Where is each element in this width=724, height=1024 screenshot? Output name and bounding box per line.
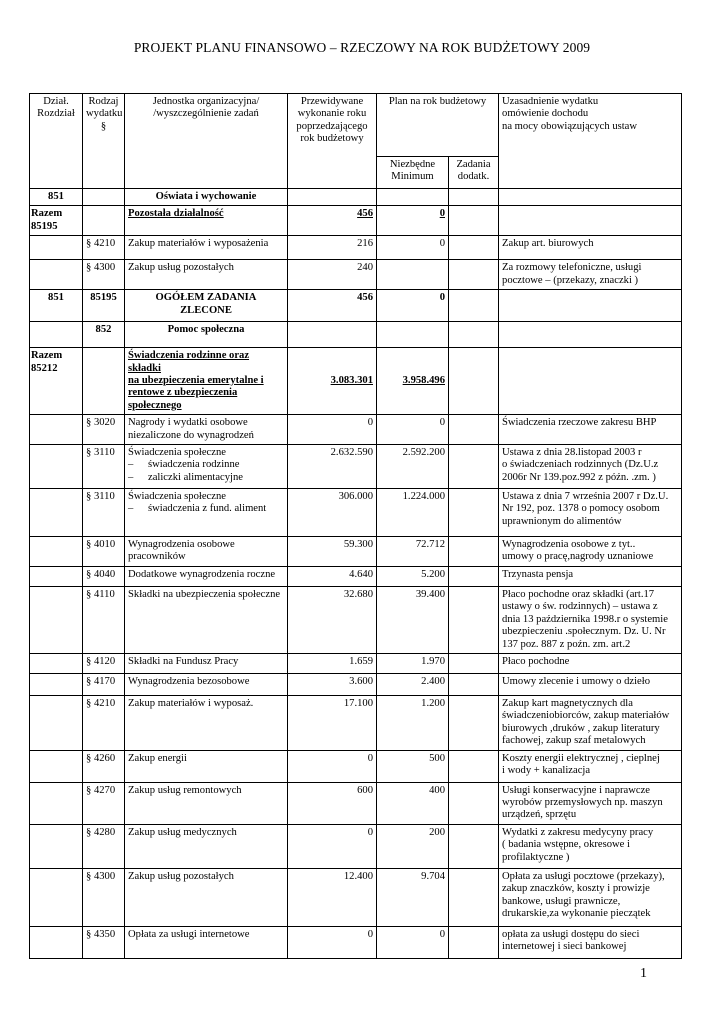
- item-note: Płaco pochodne oraz składki (art.17 ustawy o św. rodzinnych) – ustawa z dnia 13 października 1998.r o systemie ubezpieczeniu .społecznym. Dz. U. Nr 137 poz. 887 z poźn. zm. art.2: [499, 586, 682, 653]
- paragraph-code: § 4280: [83, 824, 125, 868]
- item-name: Świadczenia społeczne – świadczenia rodzinne – zaliczki alimentacyjne: [125, 445, 288, 489]
- empty-cell: [377, 189, 449, 206]
- table-row: [30, 415, 682, 445]
- empty-cell: [83, 348, 125, 415]
- empty-cell: [30, 824, 83, 868]
- empty-cell: [449, 236, 499, 260]
- item-note: Usługi konserwacyjne i naprawcze wyrobów przemysłowych np. maszyn urządzeń, sprzętu: [499, 782, 682, 824]
- header-uzasadnienie: Uzasadnienie wydatku omówienie dochodu na mocy obowiązujących ustaw: [499, 94, 682, 189]
- header-jednostka: Jednostka organizacyjna/ /wyszczególnienie zadań: [125, 94, 288, 189]
- table-row: [30, 566, 682, 586]
- empty-cell: [30, 653, 83, 673]
- item-plan: 2.592.200: [377, 445, 449, 489]
- item-name: Wynagrodzenia osobowe pracowników: [125, 537, 288, 567]
- item-prev: 306.000: [288, 489, 377, 537]
- empty-cell: [30, 322, 83, 348]
- item-name: Zakup materiałów i wyposaż.: [125, 695, 288, 750]
- section-851-name: Oświata i wychowanie: [125, 189, 288, 206]
- empty-cell: [377, 322, 449, 348]
- paragraph-code: § 4170: [83, 673, 125, 695]
- empty-cell: [449, 653, 499, 673]
- header-rodzaj: Rodzaj wydatku §: [83, 94, 125, 189]
- header-niezbedne: Niezbędne Minimum: [377, 157, 449, 189]
- empty-cell: [30, 782, 83, 824]
- empty-cell: [449, 566, 499, 586]
- table-row: [30, 824, 682, 868]
- empty-cell: [30, 566, 83, 586]
- empty-cell: [30, 695, 83, 750]
- empty-cell: [499, 322, 682, 348]
- item-plan: 500: [377, 750, 449, 782]
- header-przewidywane: Przewidywane wykonanie roku poprzedzającego rok budżetowy: [288, 94, 377, 189]
- total-prev: 456: [288, 290, 377, 322]
- item-prev: 216: [288, 236, 377, 260]
- empty-cell: [449, 695, 499, 750]
- empty-cell: [449, 415, 499, 445]
- empty-cell: [288, 189, 377, 206]
- item-prev: 4.640: [288, 566, 377, 586]
- empty-cell: [30, 868, 83, 926]
- item-subitem: – świadczenia z fund. aliment: [128, 503, 284, 515]
- empty-cell: [449, 322, 499, 348]
- empty-cell: [83, 189, 125, 206]
- paragraph-code: § 4350: [83, 926, 125, 958]
- item-note: Zakup kart magnetycznych dla świadczeniobiorców, zakup materiałów biurowych ,druków , zakup literatury fachowej, zakup szaf metalowych: [499, 695, 682, 750]
- item-prev: 59.300: [288, 537, 377, 567]
- empty-cell: [449, 750, 499, 782]
- empty-cell: [449, 206, 499, 236]
- item-note: Ustawa z dnia 28.listopad 2003 r o świadczeniach rodzinnych (Dz.U.z 2006r Nr 139.poz.992 z późn. .zm. ): [499, 445, 682, 489]
- table-row: [30, 537, 682, 567]
- section-852-sub-plan: 3.958.496: [377, 348, 449, 415]
- item-prev: 0: [288, 750, 377, 782]
- empty-cell: [30, 415, 83, 445]
- empty-cell: [449, 260, 499, 290]
- item-plan: 2.400: [377, 673, 449, 695]
- item-prev: 0: [288, 824, 377, 868]
- item-name: Świadczenia społeczne – świadczenia z fund. aliment: [125, 489, 288, 537]
- section-852-sub-name: Świadczenia rodzinne oraz składki na ubezpieczenia emerytalne i rentowe z ubezpieczenia społecznego: [125, 348, 288, 415]
- section-851-sub-plan: 0: [377, 206, 449, 236]
- item-name: Składki na ubezpieczenia społeczne: [125, 586, 288, 653]
- item-note: Wydatki z zakresu medycyny pracy ( badania wstępne, okresowe i profilaktyczne ): [499, 824, 682, 868]
- header-plan: Plan na rok budżetowy: [377, 94, 499, 157]
- empty-cell: [83, 206, 125, 236]
- item-note: opłata za usługi dostępu do sieci internetowej i sieci bankowej: [499, 926, 682, 958]
- empty-cell: [30, 489, 83, 537]
- table-row: [30, 868, 682, 926]
- item-plan: 39.400: [377, 586, 449, 653]
- paragraph-code: § 4010: [83, 537, 125, 567]
- section-851-dzial: 851: [30, 189, 83, 206]
- item-name: Wynagrodzenia bezosobowe: [125, 673, 288, 695]
- item-prev: 32.680: [288, 586, 377, 653]
- empty-cell: [449, 348, 499, 415]
- empty-cell: [499, 206, 682, 236]
- item-prev: 240: [288, 260, 377, 290]
- item-prev: 0: [288, 926, 377, 958]
- empty-cell: [288, 322, 377, 348]
- item-plan: 5.200: [377, 566, 449, 586]
- empty-cell: [449, 445, 499, 489]
- item-name: Opłata za usługi internetowe: [125, 926, 288, 958]
- empty-cell: [449, 537, 499, 567]
- item-note: Płaco pochodne: [499, 653, 682, 673]
- paragraph-code: § 4040: [83, 566, 125, 586]
- empty-cell: [30, 236, 83, 260]
- item-note: Świadczenia rzeczowe zakresu BHP: [499, 415, 682, 445]
- table-row: [30, 260, 682, 290]
- section-852-subtotal-row: [30, 348, 682, 415]
- item-plan: [377, 260, 449, 290]
- empty-cell: [449, 868, 499, 926]
- item-plan: 1.970: [377, 653, 449, 673]
- section-852-sub-prev: 3.083.301: [288, 348, 377, 415]
- item-name: Nagrody i wydatki osobowe niezaliczone do wynagrodzeń: [125, 415, 288, 445]
- item-note: Trzynasta pensja: [499, 566, 682, 586]
- item-plan: 0: [377, 415, 449, 445]
- empty-cell: [449, 673, 499, 695]
- item-plan: 400: [377, 782, 449, 824]
- total-plan: 0: [377, 290, 449, 322]
- item-note: Opłata za usługi pocztowe (przekazy), zakup znaczków, koszty i prowizje bankowe, usługi prawnicze, drukarskie,za wykonanie pieczątek: [499, 868, 682, 926]
- document-title: PROJEKT PLANU FINANSOWO – RZECZOWY NA ROK BUDŻETOWY 2009: [133, 40, 591, 55]
- page-number: 1: [640, 966, 647, 981]
- item-note: Ustawa z dnia 7 września 2007 r Dz.U. Nr 192, poz. 1378 o pomocy osobom uprawnionym do alimentów: [499, 489, 682, 537]
- total-rozdzial: 85195: [83, 290, 125, 322]
- item-plan: 1.224.000: [377, 489, 449, 537]
- empty-cell: [30, 750, 83, 782]
- empty-cell: [449, 782, 499, 824]
- table-row: [30, 673, 682, 695]
- empty-cell: [449, 926, 499, 958]
- table-row: [30, 695, 682, 750]
- item-subitem: – zaliczki alimentacyjne: [128, 472, 284, 484]
- empty-cell: [499, 189, 682, 206]
- table-row: [30, 653, 682, 673]
- paragraph-code: § 4300: [83, 868, 125, 926]
- section-851-sub-prev: 456: [288, 206, 377, 236]
- item-name: Dodatkowe wynagrodzenia roczne: [125, 566, 288, 586]
- paragraph-code: § 3110: [83, 445, 125, 489]
- section-851-sub-name: Pozostała działalność: [125, 206, 288, 236]
- paragraph-code: § 3020: [83, 415, 125, 445]
- empty-cell: [449, 489, 499, 537]
- paragraph-code: § 4120: [83, 653, 125, 673]
- paragraph-code: § 4210: [83, 695, 125, 750]
- item-name: Zakup usług medycznych: [125, 824, 288, 868]
- paragraph-code: § 4300: [83, 260, 125, 290]
- item-name: Zakup materiałów i wyposażenia: [125, 236, 288, 260]
- total-label: OGÓŁEM ZADANIA ZLECONE: [125, 290, 288, 322]
- empty-cell: [30, 537, 83, 567]
- section-851-total-row: [30, 290, 682, 322]
- table-row: [30, 782, 682, 824]
- item-name: Składki na Fundusz Pracy: [125, 653, 288, 673]
- table-row: [30, 445, 682, 489]
- item-prev: 3.600: [288, 673, 377, 695]
- empty-cell: [499, 290, 682, 322]
- paragraph-code: § 4110: [83, 586, 125, 653]
- section-851-razem: Razem 85195: [30, 206, 83, 236]
- header-row: [30, 94, 682, 157]
- section-851-subtotal-row: [30, 206, 682, 236]
- item-note: Umowy zlecenie i umowy o dzieło: [499, 673, 682, 695]
- paragraph-code: § 3110: [83, 489, 125, 537]
- item-note: Koszty energii elektrycznej , cieplnej i wody + kanalizacja: [499, 750, 682, 782]
- item-prev: 1.659: [288, 653, 377, 673]
- item-plan: 200: [377, 824, 449, 868]
- empty-cell: [449, 189, 499, 206]
- item-plan: 0: [377, 236, 449, 260]
- section-852-rozdzial: 852: [83, 322, 125, 348]
- empty-cell: [30, 445, 83, 489]
- financial-plan-table: [29, 93, 682, 959]
- header-zadania: Zadania dodatk.: [449, 157, 499, 189]
- section-851-row: [30, 189, 682, 206]
- item-subitem: – świadczenia rodzinne: [128, 459, 284, 471]
- item-prev: 12.400: [288, 868, 377, 926]
- table-row: [30, 750, 682, 782]
- empty-cell: [449, 586, 499, 653]
- item-name: Zakup energii: [125, 750, 288, 782]
- item-plan: 72.712: [377, 537, 449, 567]
- section-852-razem: Razem 85212: [30, 348, 83, 415]
- total-dzial: 851: [30, 290, 83, 322]
- item-note: Wynagrodzenia osobowe z tyt.. umowy o pracę,nagrody uznaniowe: [499, 537, 682, 567]
- table-row: [30, 586, 682, 653]
- item-plan: 9.704: [377, 868, 449, 926]
- item-prev: 0: [288, 415, 377, 445]
- item-name: Zakup usług pozostałych: [125, 868, 288, 926]
- empty-cell: [499, 348, 682, 415]
- empty-cell: [30, 586, 83, 653]
- item-prev: 600: [288, 782, 377, 824]
- table-row: [30, 236, 682, 260]
- paragraph-code: § 4210: [83, 236, 125, 260]
- table-row: [30, 489, 682, 537]
- item-prev: 17.100: [288, 695, 377, 750]
- empty-cell: [30, 673, 83, 695]
- table-row: [30, 926, 682, 958]
- empty-cell: [30, 260, 83, 290]
- section-852-row: [30, 322, 682, 348]
- empty-cell: [449, 824, 499, 868]
- empty-cell: [30, 926, 83, 958]
- item-prev: 2.632.590: [288, 445, 377, 489]
- item-name: Zakup usług remontowych: [125, 782, 288, 824]
- paragraph-code: § 4260: [83, 750, 125, 782]
- empty-cell: [449, 290, 499, 322]
- item-plan: 1.200: [377, 695, 449, 750]
- item-name: Zakup usług pozostałych: [125, 260, 288, 290]
- item-note: Za rozmowy telefoniczne, usługi pocztowe – (przekazy, znaczki ): [499, 260, 682, 290]
- header-dzial: Dział. Rozdział: [30, 94, 83, 189]
- section-852-name: Pomoc społeczna: [125, 322, 288, 348]
- item-note: Zakup art. biurowych: [499, 236, 682, 260]
- paragraph-code: § 4270: [83, 782, 125, 824]
- item-plan: 0: [377, 926, 449, 958]
